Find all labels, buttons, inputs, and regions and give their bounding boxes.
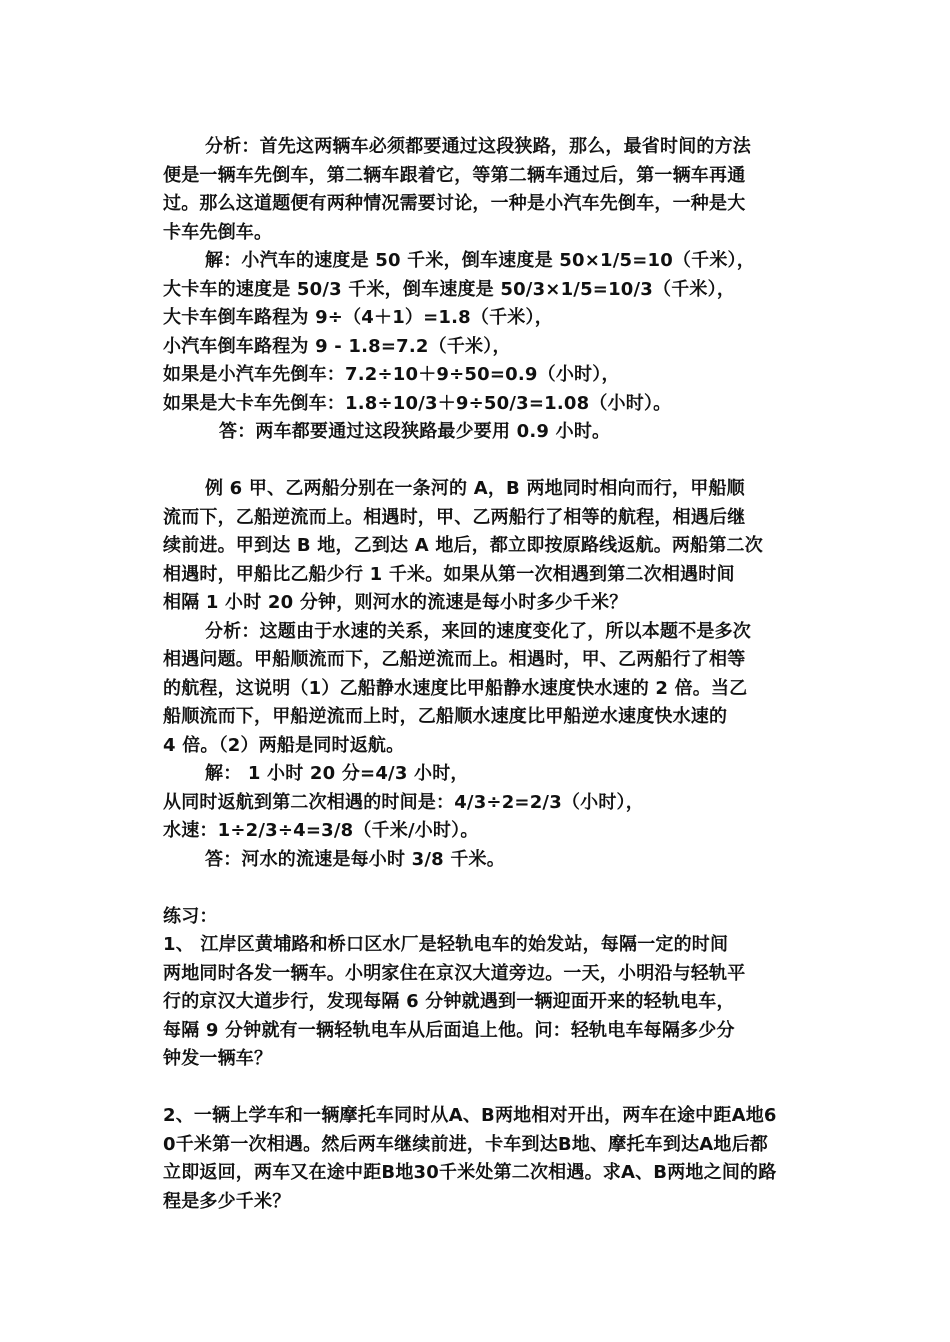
text-line: 解：小汽车的速度是 50 千米，倒车速度是 50×1/5=10（千米），: [205, 250, 755, 271]
text-line: 续前进。甲到达 B 地，乙到达 A 地后，都立即按原路线返航。两船第二次: [163, 535, 763, 556]
text-line: 立即返回，两车又在途中距B地30千米处第二次相遇。求A、B两地之间的路: [163, 1162, 777, 1183]
text-line: 小汽车倒车路程为 9 - 1.8=7.2（千米），: [163, 335, 511, 357]
text-line: 从同时返航到第二次相遇的时间是：4/3÷2=2/3（小时），: [163, 791, 644, 813]
text-line: 过。那么这道题便有两种情况需要讨论，一种是小汽车先倒车，一种是大: [163, 193, 746, 214]
blank-line: [163, 447, 787, 476]
text-line: 分析：首先这两辆车必须都要通过这段狭路，那么，最省时间的方法: [205, 136, 751, 157]
text-line: 船顺流而下，甲船逆流而上时，乙船顺水速度比甲船逆水速度快水速的: [163, 706, 728, 727]
text-line: 练习：: [163, 905, 218, 927]
text-line: 行的京汉大道步行，发现每隔 6 分钟就遇到一辆迎面开来的轻轨电车，: [163, 991, 735, 1012]
text-line: 如果是小汽车先倒车：7.2÷10＋9÷50=0.9（小时），: [163, 364, 620, 385]
text-line: 的航程，这说明（1）乙船静水速度比甲船静水速度快水速的 2 倍。当乙: [163, 677, 748, 699]
text-line: 分析：这题由于水速的关系，来回的速度变化了，所以本题不是多次: [205, 620, 751, 642]
text-line: 1、 江岸区黄埔路和桥口区水厂是轻轨电车的始发站，每隔一定的时间: [163, 934, 729, 955]
document-body: [163, 133, 787, 1216]
text-line: 答：河水的流速是每小时 3/8 千米。: [205, 848, 505, 870]
text-line: 每隔 9 分钟就有一辆轻轨电车从后面追上他。问：轻轨电车每隔多少分: [163, 1019, 735, 1041]
blank-line: [163, 1074, 787, 1103]
text-line: 钟发一辆车？: [163, 1048, 273, 1069]
text-line: 卡车先倒车。: [163, 221, 273, 243]
text-line: 水速：1÷2/3÷4=3/8（千米/小时）。: [163, 820, 479, 841]
text-line: 相遇时，甲船比乙船少行 1 千米。如果从第一次相遇到第二次相遇时间: [163, 563, 735, 585]
text-line: 两地同时各发一辆车。小明家住在京汉大道旁边。一天，小明沿与轻轨平: [163, 962, 746, 984]
text-line: 程是多少千米？: [163, 1190, 291, 1212]
text-line: 大卡车的速度是 50/3 千米，倒车速度是 50/3×1/5=10/3（千米），: [163, 278, 736, 300]
text-line: 如果是大卡车先倒车：1.8÷10/3＋9÷50/3=1.08（小时）。: [163, 392, 672, 414]
blank-line: [163, 874, 787, 903]
text-line: 相隔 1 小时 20 分钟，则河水的流速是每小时多少千米？: [163, 592, 628, 613]
text-line: 答：两车都要通过这段狭路最少要用 0.9 小时。: [219, 421, 611, 442]
text-line: 大卡车倒车路程为 9÷（4＋1）=1.8（千米），: [163, 307, 553, 328]
text-line: 4 倍。（2）两船是同时返航。: [163, 734, 405, 756]
text-line: 2、一辆上学车和一辆摩托车同时从A、B两地相对开出，两车在途中距A地6: [163, 1105, 777, 1126]
text-line: 0千米第一次相遇。然后两车继续前进，卡车到达B地、摩托车到达A地后都: [163, 1133, 768, 1155]
text-line: 例 6 甲、乙两船分别在一条河的 A，B 两地同时相向而行，甲船顺: [205, 478, 745, 499]
text-line: 流而下，乙船逆流而上。相遇时，甲、乙两船行了相等的航程，相遇后继: [163, 506, 746, 528]
text-line: 便是一辆车先倒车，第二辆车跟着它，等第二辆车通过后，第一辆车再通: [163, 164, 746, 186]
text-line: 解： 1 小时 20 分=4/3 小时，: [205, 763, 469, 784]
text-line: 相遇问题。甲船顺流而下，乙船逆流而上。相遇时，甲、乙两船行了相等: [163, 649, 746, 670]
